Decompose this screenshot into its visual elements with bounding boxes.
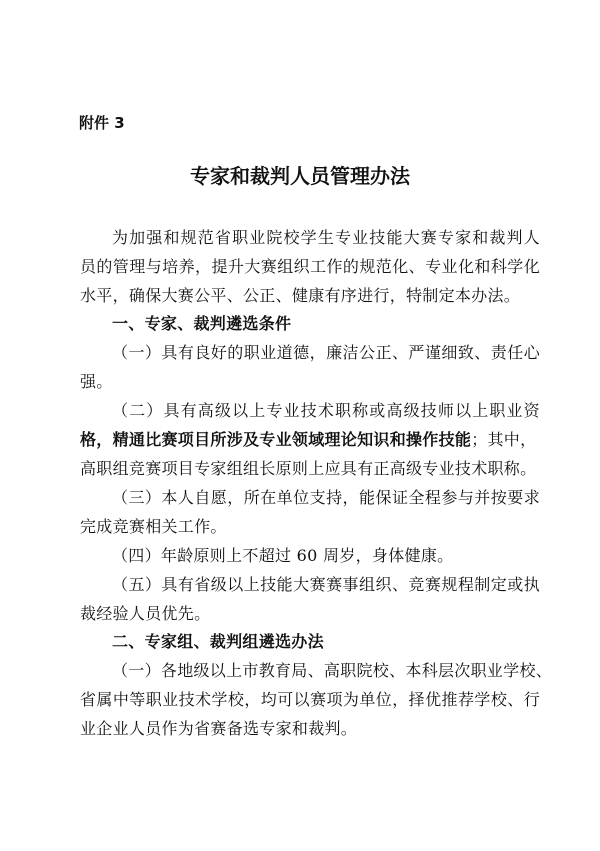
item2-line-3: 高职组竞赛项目专家组组长原则上应具有正高级专业技术职称。 [80, 459, 537, 478]
item1-line-2: 强。 [80, 372, 113, 391]
page-title: 专家和裁判人员管理办法 [190, 164, 410, 188]
item2-line-2 [80, 430, 540, 450]
item2-line-2-bold: 格，精通比赛项目所涉及专业领域理论知识和操作技能 [80, 430, 472, 449]
item3-line-1: （三）本人自愿，所在单位支持，能保证全程参与并按要求 [112, 488, 540, 507]
s2-item1-line-3: 业企业人员作为省赛备选专家和裁判。 [80, 719, 358, 738]
s2-item1-line-2: 省属中等职业技术学校，均可以赛项为单位，择优推荐学校、行 [80, 690, 540, 709]
item5-line-1: （五）具有省级以上技能大赛赛事组织、竞赛规程制定或执 [112, 575, 540, 594]
intro-line-3: 水平，确保大赛公平、公正、健康有序进行，特制定本办法。 [80, 286, 521, 305]
item4-line: （四）年龄原则上不超过 60 周岁，身体健康。 [112, 546, 454, 565]
item2-line-2-rest: ；其中， [471, 430, 537, 449]
intro-line-1: 为加强和规范省职业院校学生专业技能大赛专家和裁判人 [112, 228, 540, 247]
intro-line-2: 员的管理与培养，提升大赛组织工作的规范化、专业化和科学化 [80, 257, 540, 276]
item2-line-1: （二）具有高级以上专业技术职称或高级技师以上职业资 [112, 401, 540, 420]
section-heading-2: 二、专家组、裁判组遴选办法 [112, 632, 324, 651]
s2-item1-line-1: （一）各地级以上市教育局、高职院校、本科层次职业学校、 [112, 661, 553, 680]
section-heading-1: 一、专家、裁判遴选条件 [112, 314, 292, 333]
item3-line-2: 完成竞赛相关工作。 [80, 517, 227, 536]
item5-line-2: 裁经验人员优先。 [80, 604, 211, 623]
item1-line-1: （一）具有良好的职业道德，廉洁公正、严谨细致、责任心 [112, 343, 540, 362]
attachment-label: 附件 3 [79, 114, 125, 132]
